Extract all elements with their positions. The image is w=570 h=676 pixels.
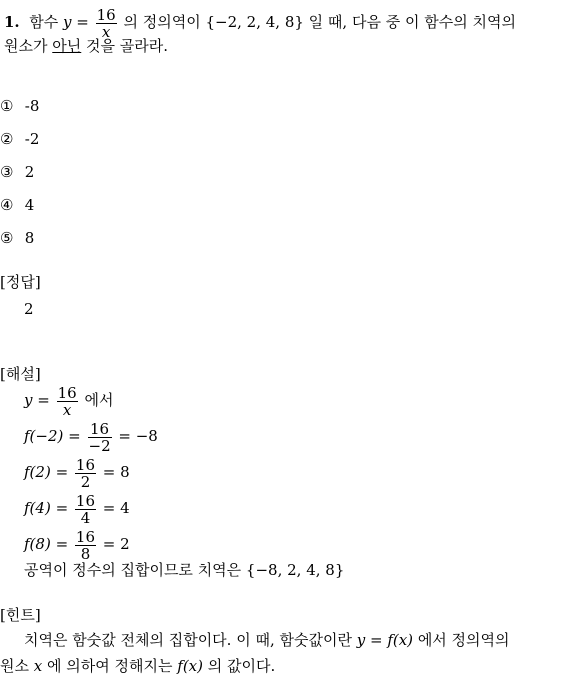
hint-text-e: 의 값이다. [207, 657, 276, 675]
fraction-numerator: 16 [75, 491, 96, 510]
explanation-line-1 [24, 380, 113, 420]
question-text-c: 원소가 [4, 37, 48, 55]
question-line-1 [4, 4, 516, 40]
step-3-rhs: = 4 [102, 499, 130, 517]
hint-text-a: 치역은 함숫값 전체의 집합이다. 이 때, 함숫값이란 [24, 631, 352, 649]
fraction-numerator: 16 [75, 527, 96, 546]
fraction-denominator: 2 [75, 473, 96, 490]
hint-text-b: 에서 정의역의 [417, 631, 510, 649]
choice-2[interactable] [0, 129, 39, 149]
fraction-denominator: x [57, 401, 78, 418]
step-1-lhs: f(−2) = [24, 427, 81, 445]
equals: = [76, 13, 89, 31]
step-2 [24, 452, 130, 492]
step-2-fraction [75, 457, 96, 490]
step-4-rhs: = 2 [102, 535, 130, 553]
question-number: 1. [4, 13, 20, 31]
choice-3-value: 2 [24, 163, 35, 181]
hint-var-x: x [33, 657, 43, 675]
answer-value: 2 [24, 300, 34, 318]
var-y: y [62, 13, 72, 31]
fraction-numerator: 16 [90, 419, 110, 438]
choice-3[interactable] [0, 162, 34, 182]
explanation-conclusion: 공역이 정수의 집합이므로 치역은 {−8, 2, 4, 8} [24, 561, 345, 579]
step-4-lhs: f(8) = [24, 535, 69, 553]
hint-text-d: 에 의하여 정해지는 [47, 657, 173, 675]
hint-header: [힌트] [0, 606, 41, 624]
choice-1-value: -8 [24, 97, 40, 115]
explanation-header: [해설] [0, 365, 41, 383]
step-3 [24, 488, 130, 528]
step-2-lhs: f(2) = [24, 463, 69, 481]
fraction-denominator: 8 [75, 545, 96, 562]
question-text-d: 것을 골라라. [86, 37, 169, 55]
choice-1-marker: ① [0, 97, 14, 115]
fraction-denominator: −2 [88, 436, 111, 455]
fraction-numerator: 16 [57, 383, 77, 402]
choice-5[interactable] [0, 228, 34, 248]
step-3-lhs: f(4) = [24, 499, 69, 517]
choice-5-value: 8 [24, 229, 35, 247]
explanation-rhs: 에서 [84, 391, 114, 409]
fraction-denominator: 4 [75, 509, 96, 526]
step-1-fraction [88, 421, 112, 454]
question-text-a: 함수 [29, 13, 59, 31]
step-1-rhs: = −8 [118, 427, 158, 445]
step-3-fraction [75, 493, 96, 526]
choice-3-marker: ③ [0, 163, 14, 181]
question-text-b: 의 정의역이 {−2, 2, 4, 8} 일 때, 다음 중 이 함수의 치역의 [123, 13, 516, 31]
hint-math-2: f(x) [177, 657, 203, 675]
hint-line-1 [24, 630, 510, 650]
choice-1[interactable] [0, 96, 39, 116]
choice-4[interactable] [0, 195, 34, 215]
underlined-word: 아닌 [52, 37, 82, 55]
step-4-fraction [75, 529, 96, 562]
hint-text-c: 원소 [0, 657, 29, 675]
hint-math-1: y = f(x) [356, 631, 414, 649]
answer-header: [정답] [0, 273, 41, 291]
question-line-2 [4, 36, 168, 56]
choice-4-marker: ④ [0, 196, 14, 214]
fraction-denominator: x [96, 23, 117, 40]
fraction-16-over-x [96, 7, 117, 40]
choice-2-marker: ② [0, 130, 14, 148]
step-1 [24, 416, 158, 456]
hint-line-2 [0, 656, 275, 676]
explanation-fraction [57, 385, 78, 418]
explanation-lhs: y = [24, 391, 50, 409]
choice-4-value: 4 [24, 196, 35, 214]
choice-2-value: -2 [24, 130, 40, 148]
fraction-numerator: 16 [96, 5, 116, 24]
step-4 [24, 524, 130, 564]
choice-5-marker: ⑤ [0, 229, 14, 247]
step-2-rhs: = 8 [102, 463, 130, 481]
fraction-numerator: 16 [75, 455, 96, 474]
